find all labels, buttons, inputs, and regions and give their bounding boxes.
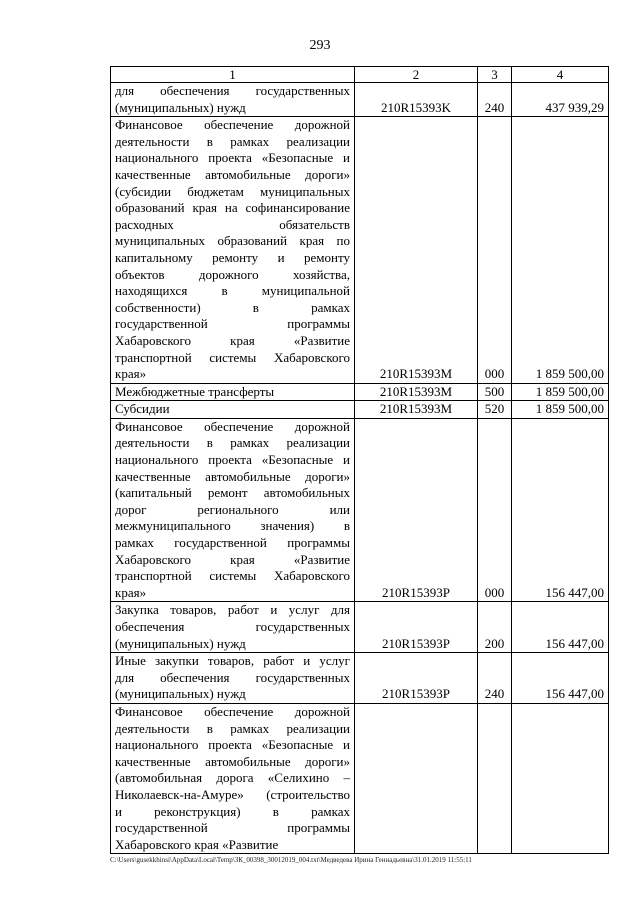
row-target-code: 210R15393Р bbox=[355, 602, 478, 653]
row-expense-type bbox=[478, 703, 512, 853]
description-line: национального проекта «Безопасные и bbox=[115, 150, 350, 166]
description-line: Межбюджетные трансферты bbox=[115, 383, 275, 399]
header-col-1: 1 bbox=[111, 67, 355, 83]
row-target-code: 210R15393Р bbox=[355, 653, 478, 704]
header-row bbox=[111, 67, 609, 83]
description-line: Николаевск-на-Амуре» (строительство bbox=[115, 786, 350, 802]
description-line: объектов дорожного хозяйства, bbox=[115, 266, 350, 282]
description-line: государственной программы bbox=[115, 820, 350, 836]
row-description bbox=[111, 418, 355, 602]
description-line: Финансовое обеспечение дорожной bbox=[115, 117, 350, 133]
description-line: государственной программы bbox=[115, 316, 350, 332]
table-body bbox=[111, 83, 609, 854]
row-amount: 437 939,29 bbox=[512, 83, 609, 117]
row-expense-type: 200 bbox=[478, 602, 512, 653]
row-target-code bbox=[355, 703, 478, 853]
description-line: (муниципальных) нужд bbox=[115, 99, 246, 115]
row-amount: 156 447,00 bbox=[512, 418, 609, 602]
description-line: (муниципальных) нужд bbox=[115, 635, 246, 651]
table-row bbox=[111, 383, 609, 401]
table-row bbox=[111, 602, 609, 653]
description-line: образований края на софинансирование bbox=[115, 200, 350, 216]
row-description bbox=[111, 653, 355, 704]
row-amount bbox=[512, 703, 609, 853]
row-amount: 156 447,00 bbox=[512, 653, 609, 704]
row-target-code: 210R15393М bbox=[355, 401, 478, 419]
row-description bbox=[111, 383, 355, 401]
description-line: национального проекта «Безопасные и bbox=[115, 737, 350, 753]
row-expense-type: 240 bbox=[478, 653, 512, 704]
header-col-4: 4 bbox=[512, 67, 609, 83]
description-line: Хабаровского края «Развитие bbox=[115, 551, 350, 567]
description-line: Хабаровского края «Развитие bbox=[115, 836, 279, 852]
description-line: рамках государственной программы bbox=[115, 535, 350, 551]
description-line: расходных обязательств bbox=[115, 216, 350, 232]
description-line: обеспечения государственных bbox=[115, 619, 350, 634]
row-target-code: 210R15393K bbox=[355, 83, 478, 117]
row-amount: 1 859 500,00 bbox=[512, 117, 609, 384]
description-line: находящихся в муниципальной bbox=[115, 283, 350, 299]
row-description bbox=[111, 83, 355, 117]
description-line: транспортной системы Хабаровского bbox=[115, 568, 350, 584]
row-amount: 1 859 500,00 bbox=[512, 401, 609, 419]
description-line: (субсидии бюджетам муниципальных bbox=[115, 183, 350, 199]
description-line: собственности) в рамках bbox=[115, 299, 350, 315]
row-amount: 1 859 500,00 bbox=[512, 383, 609, 401]
table-row bbox=[111, 117, 609, 384]
description-line: и реконструкция) в рамках bbox=[115, 803, 350, 819]
table-row bbox=[111, 83, 609, 117]
description-line: (автомобильная дорога «Селихино – bbox=[115, 770, 350, 786]
description-line: края» bbox=[115, 366, 147, 382]
row-expense-type: 520 bbox=[478, 401, 512, 419]
description-line: Финансовое обеспечение дорожной bbox=[115, 418, 350, 434]
file-path-footer: C:\Users\gusekkhinsi\AppData\Local\Temp\ЗК_00398_30012019_004.txt\Медведева Ирина Геннадьевна\31.01.2019 11:55:11 bbox=[110, 856, 472, 864]
table-row bbox=[111, 418, 609, 602]
row-expense-type: 000 bbox=[478, 418, 512, 602]
row-expense-type: 500 bbox=[478, 383, 512, 401]
row-expense-type: 240 bbox=[478, 83, 512, 117]
description-line: (капитальный ремонт автомобильных bbox=[115, 485, 350, 501]
description-line: национального проекта «Безопасные и bbox=[115, 452, 350, 468]
description-line: муниципальных образований края по bbox=[115, 233, 350, 249]
description-line: транспортной системы Хабаровского bbox=[115, 349, 350, 365]
row-expense-type: 000 bbox=[478, 117, 512, 384]
row-description bbox=[111, 117, 355, 384]
budget-table bbox=[110, 66, 609, 854]
table-row bbox=[111, 703, 609, 853]
description-line: капитальному ремонту и ремонту bbox=[115, 249, 350, 265]
table-row bbox=[111, 401, 609, 419]
row-target-code: 210R15393М bbox=[355, 117, 478, 384]
header-col-3: 3 bbox=[478, 67, 512, 83]
row-description bbox=[111, 602, 355, 653]
header-col-2: 2 bbox=[355, 67, 478, 83]
description-line: для обеспечения государственных bbox=[115, 669, 350, 685]
row-description bbox=[111, 703, 355, 853]
description-line: качественные автомобильные дороги» bbox=[115, 753, 350, 769]
description-line: Субсидии bbox=[115, 401, 170, 417]
description-line: Закупка товаров, работ и услуг для bbox=[115, 602, 350, 618]
description-line: Финансовое обеспечение дорожной bbox=[115, 703, 350, 719]
page-number: 293 bbox=[309, 38, 331, 53]
row-target-code: 210R15393М bbox=[355, 383, 478, 401]
row-description bbox=[111, 401, 355, 419]
description-line: (муниципальных) нужд bbox=[115, 686, 246, 702]
description-line: деятельности в рамках реализации bbox=[115, 720, 350, 736]
description-line: деятельности в рамках реализации bbox=[115, 133, 350, 149]
description-line: межмуниципального значения) в bbox=[115, 518, 350, 534]
description-line: для обеспечения государственных bbox=[115, 83, 350, 98]
row-target-code: 210R15393Р bbox=[355, 418, 478, 602]
description-line: края» bbox=[115, 584, 147, 600]
description-line: дорог регионального или bbox=[115, 501, 350, 517]
description-line: качественные автомобильные дороги» bbox=[115, 166, 350, 182]
row-amount: 156 447,00 bbox=[512, 602, 609, 653]
table-row bbox=[111, 653, 609, 704]
description-line: качественные автомобильные дороги» bbox=[115, 468, 350, 484]
description-line: деятельности в рамках реализации bbox=[115, 435, 350, 451]
description-line: Хабаровского края «Развитие bbox=[115, 332, 350, 348]
description-line: Иные закупки товаров, работ и услуг bbox=[115, 653, 350, 669]
